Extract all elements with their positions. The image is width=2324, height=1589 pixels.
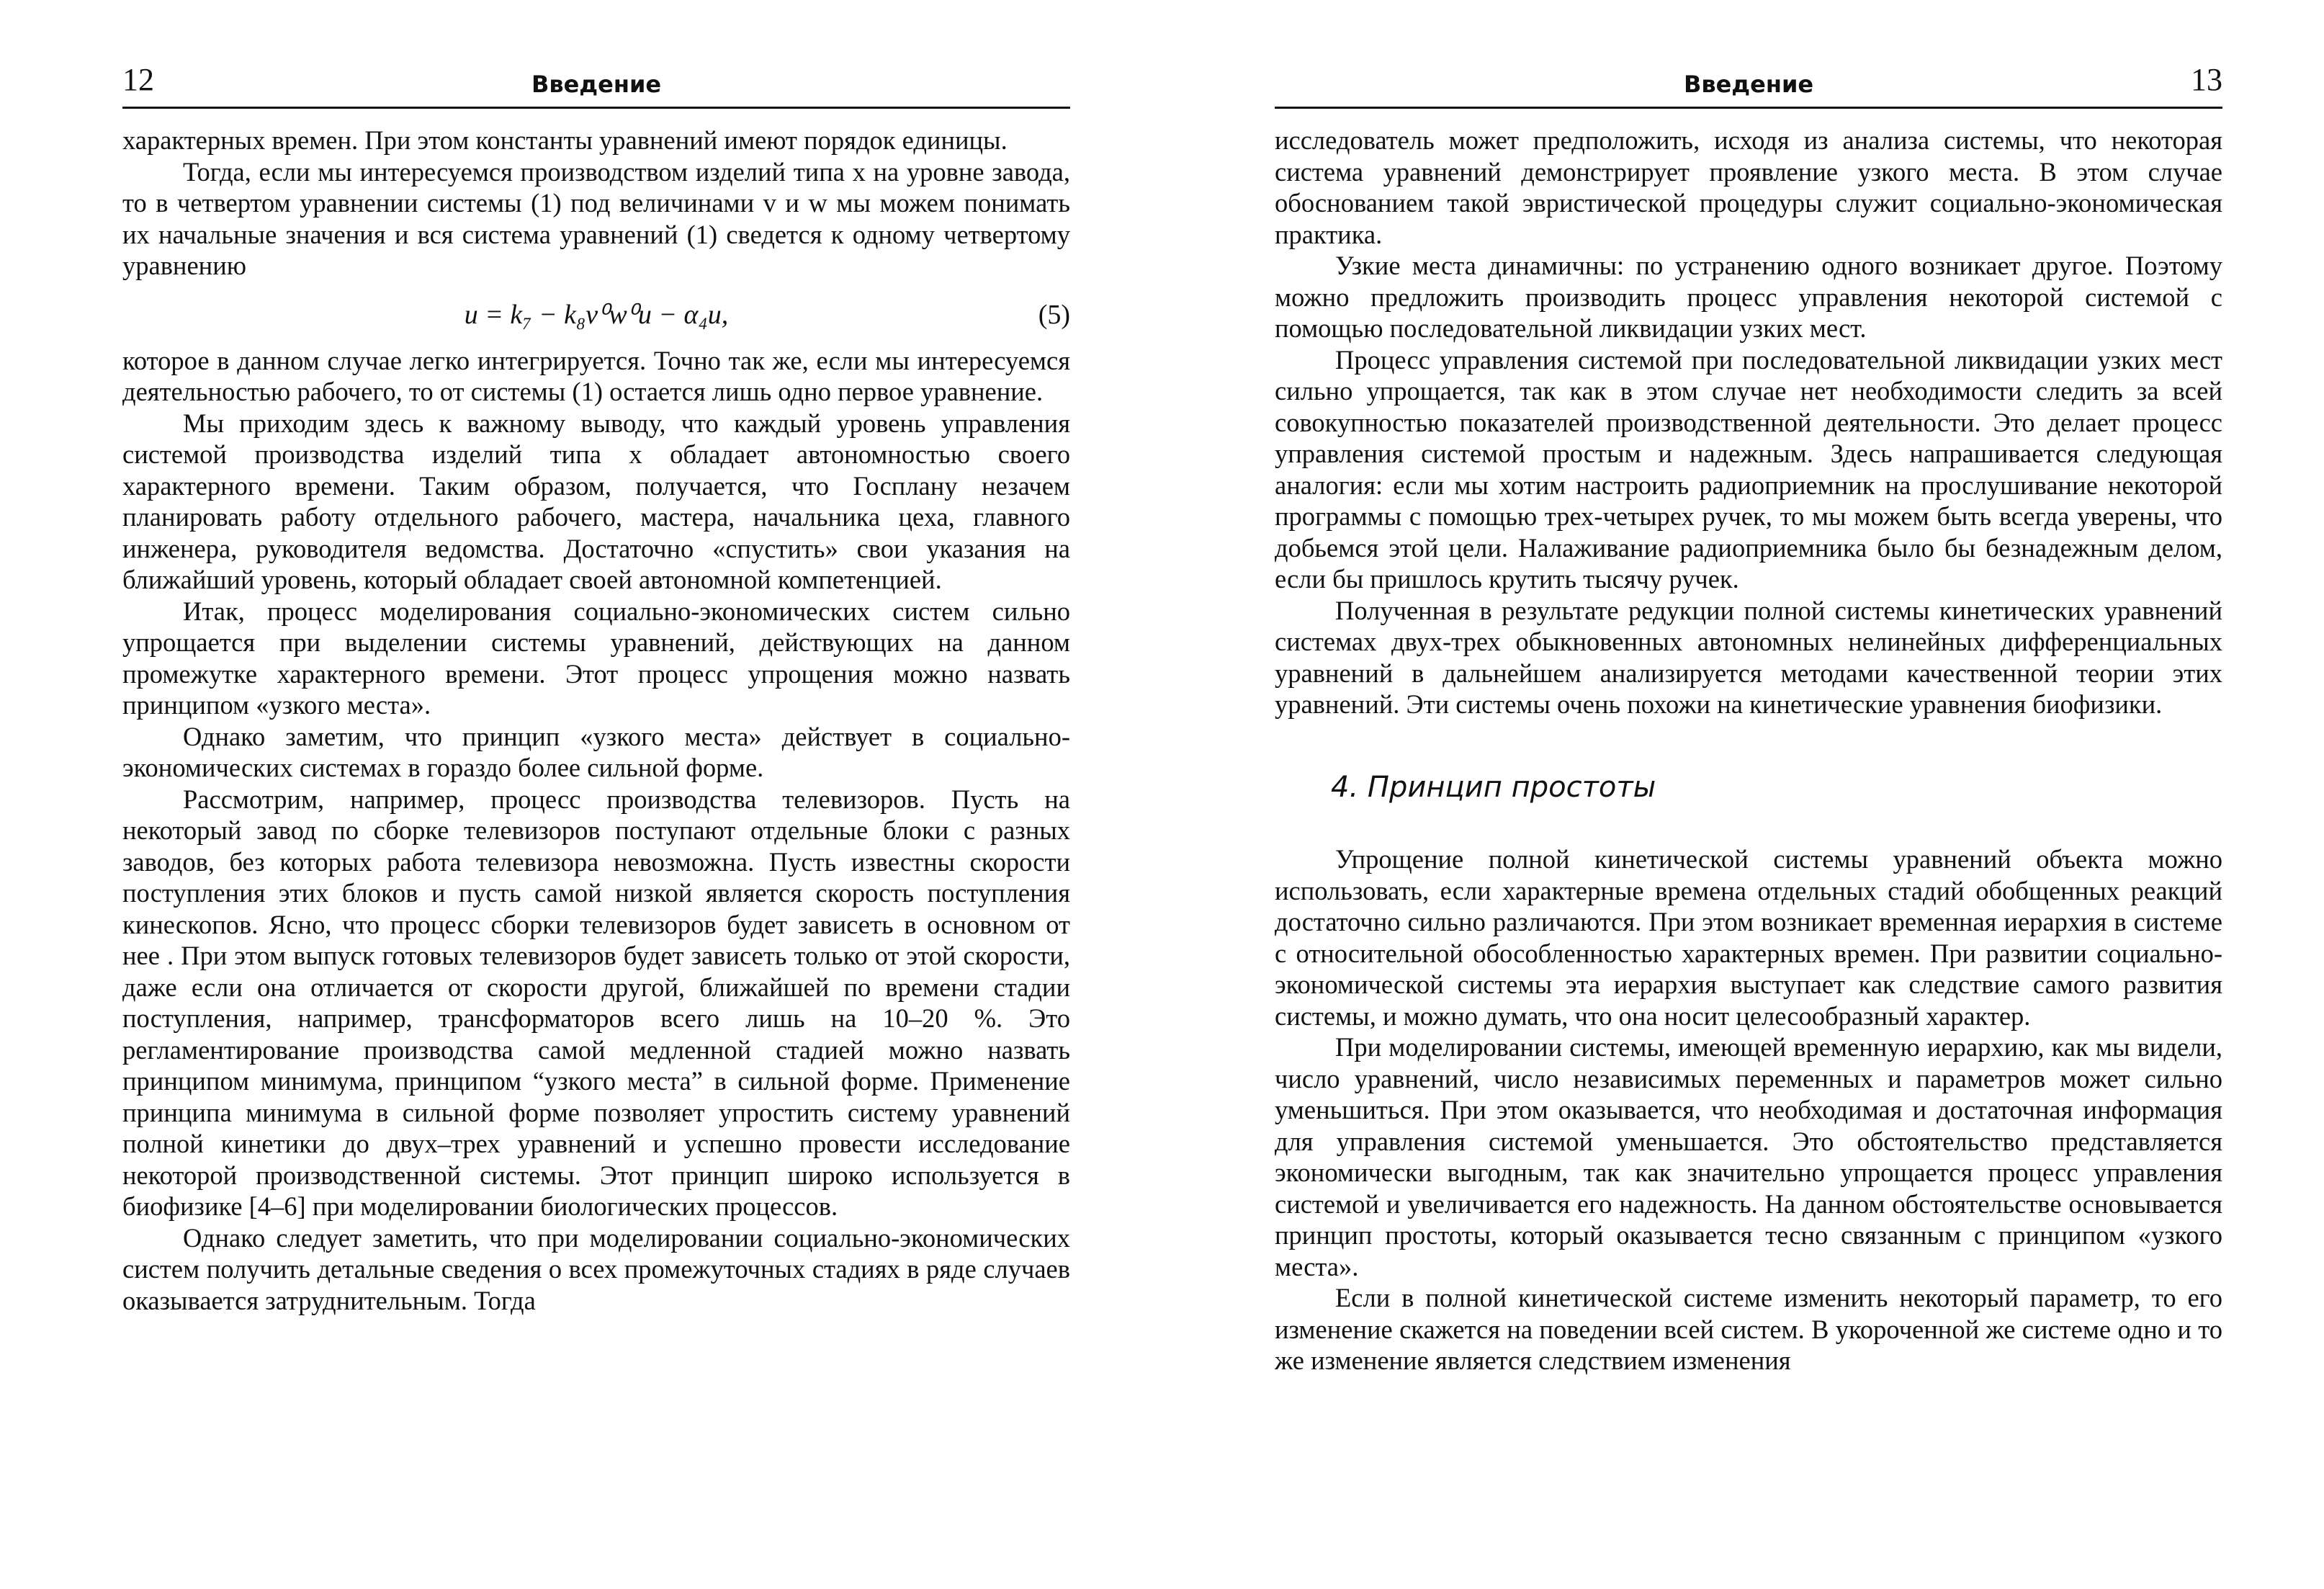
paragraph: Упрощение полной кинетической системы уравнений объекта можно использовать, если характерные времена отдельных стадий обобщенных реакций достаточно сильно различаются. При этом возникает временная иерархия в системе с относительной обособленностью характерных времен. При развитии социально-экономической системы эта иерархия выступает как следствие самого развития системы, и можно думать, что она носит целесообразный характер.	[1275, 844, 2222, 1031]
section-title: 4. Принцип простоты	[1331, 770, 1656, 804]
left-page-body	[122, 125, 1070, 1316]
right-page-body	[1275, 125, 2222, 1377]
paragraph: исследователь может предположить, исходя из анализа системы, что некоторая система уравнений демонстрирует проявление узкого места. В этом случае обоснованием такой эвристической процедуры служит социально-экономическая практика.	[1275, 125, 2222, 249]
left-page	[122, 0, 1070, 1589]
paragraph: Процесс управления системой при последовательной ликвидации узких мест сильно упрощается, так как в этом случае нет необходимости следить за всей совокупностью показателей производственной деятельности. Это делает процесс управления системой простым и надежным. Здесь напрашивается следующая аналогия: если мы хотим настроить радиоприемник на прослушивание некоторой программы с помощью трех-четырех ручек, то мы можем быть всегда уверены, что добьемся этой цели. Налаживание радиоприемника было бы безнадежным делом, если бы пришлось крутить тысячу ручек.	[1275, 344, 2222, 594]
formula-expression: u = k₇ − k₈v⁰w⁰u − α₄u,	[464, 299, 729, 330]
running-head: Введение	[531, 71, 662, 98]
right-page	[1275, 0, 2222, 1589]
page-number: 12	[122, 62, 154, 97]
right-page-header	[1275, 43, 2222, 109]
paragraph: При моделировании системы, имеющей временную иерархию, как мы видели, число уравнений, число независимых переменных и параметров может сильно уменьшиться. При этом оказывается, что необходимая и достаточная информация для управления системой уменьшается. Это обстоятельство представляется экономически выгодным, так как значительно упрощается процесс управления системой и увеличивается его надежность. На данном обстоятельстве основывается принцип простоты, который оказывается тесно связанным с принципом «узкого места».	[1275, 1032, 2222, 1281]
paragraph: которое в данном случае легко интегрируется. Точно так же, если мы интересуемся деятельностью рабочего, то от системы (1) остается лишь одно первое уравнение.	[122, 345, 1070, 406]
paragraph: Если в полной кинетической системе изменить некоторый параметр, то его изменение скажется на поведении всей систем. В укороченной же системе одно и то же изменение является следствием изменения	[1275, 1283, 2222, 1375]
paragraph: характерных времен. При этом константы уравнений имеют порядок единицы.	[122, 125, 1008, 155]
paragraph: Однако заметим, что принцип «узкого места» действует в социально-экономических системах в гораздо более сильной форме.	[122, 721, 1070, 782]
paragraph: Узкие места динамичны: по устранению одного возникает другое. Поэтому можно предложить производить процесс управления некоторой системой с помощью последовательной ликвидации узких мест.	[1275, 251, 2222, 343]
paragraph: Полученная в результате редукции полной системы кинетических уравнений системах двух-трех обыкновенных автономных нелинейных дифференциальных уравнений в дальнейшем анализируется методами качественной теории этих уравнений. Эти системы очень похожи на кинетические уравнения биофизики.	[1275, 595, 2222, 719]
paragraph: Однако следует заметить, что при моделировании социально-экономических систем получить детальные сведения о всех промежуточных стадиях в ряде случаев оказывается затруднительным. Тогда	[122, 1222, 1070, 1315]
left-page-header	[122, 43, 1070, 109]
paragraph: Итак, процесс моделирования социально-экономических систем сильно упрощается при выделении системы уравнений, действующих на данном промежутке характерного времени. Этот процесс упрощения можно назвать принципом «узкого места».	[122, 596, 1070, 720]
paragraph: Рассмотрим, например, процесс производства телевизоров. Пусть на некоторый завод по сборке телевизоров поступают отдельные блоки с разных заводов, без которых работа телевизора невозможна. Пусть известны скорости поступления этих блоков и пусть самой низкой является скорость поступления кинескопов. Ясно, что процесс сборки телевизоров будет зависеть в основном от нее . При этом выпуск готовых телевизоров будет зависеть только от этой скорости, даже если она отличается от скорости другой, ближайшей по времени стадии поступления, например, трансформаторов всего лишь на 10–20 %. Это регламентирование производства самой медленной стадией можно назвать принципом минимума, принципом “узкого места” в сильной форме. Применение принципа минимума в сильной форме позволяет упростить систему уравнений полной кинетики до двух–трех уравнений и успешно провести исследование некоторой производственной системы. Этот принцип широко используется в биофизике [4–6] при моделировании биологических процессов.	[122, 784, 1070, 1221]
formula	[122, 299, 1070, 331]
paragraph: Тогда, если мы интересуемся производством изделий типа x на уровне завода, то в четвертом уравнении системы (1) под величинами v и w мы можем понимать их начальные значения и вся система уравнений (1) сведется к одному четвертому уравнению	[122, 156, 1070, 280]
running-head: Введение	[1683, 71, 1814, 98]
formula-number: (5)	[1038, 299, 1070, 330]
paragraph: Мы приходим здесь к важному выводу, что каждый уровень управления системой производства изделий типа x обладает автономностью своего характерного времени. Таким образом, получается, что Госплану незачем планировать работу отдельного рабочего, мастера, начальника цеха, главного инженера, руководителя ведомства. Достаточно «спустить» свои указания на ближайший уровень, который обладает своей автономной компетенцией.	[122, 408, 1070, 594]
page-number: 13	[2191, 62, 2222, 97]
